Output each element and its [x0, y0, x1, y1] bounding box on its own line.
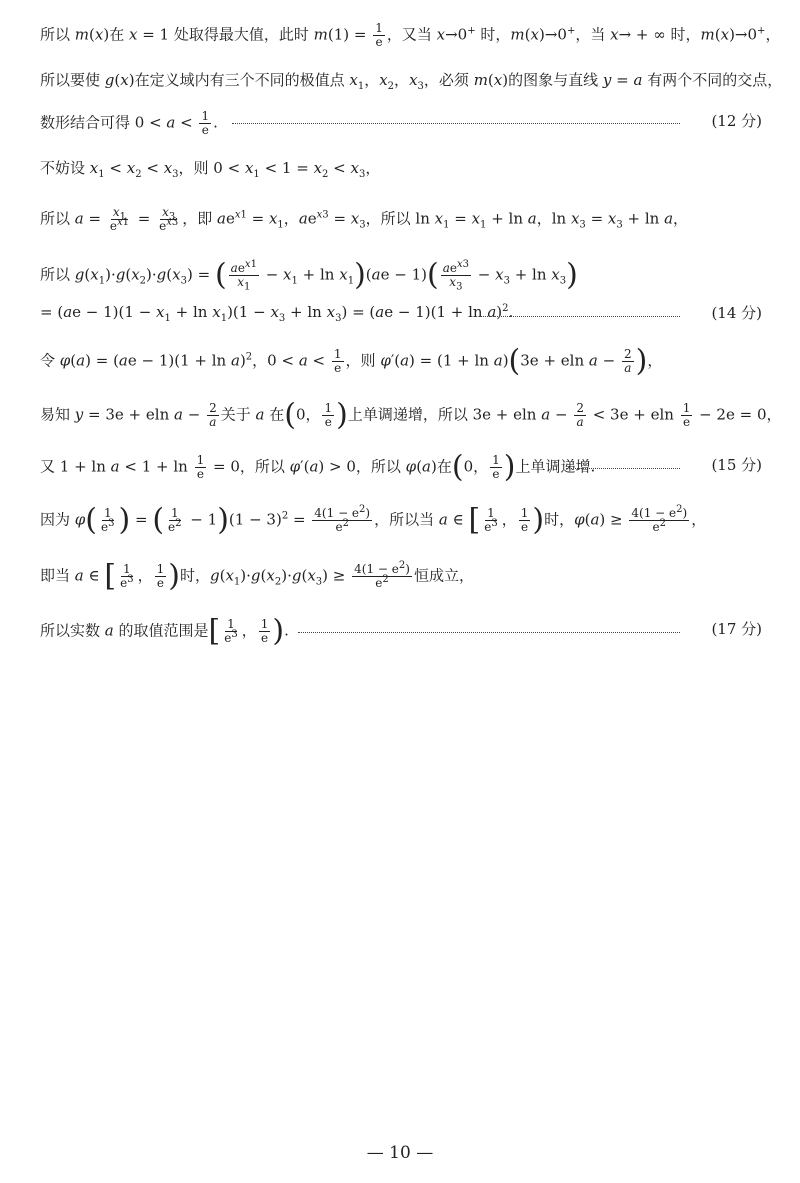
dot-leader [480, 316, 680, 317]
solution-line-2: 所以要使 g(x)在定义域内有三个不同的极值点 $x_1$，$x_2$，$x_3$，必须 m(x)的图象与直线 y = a 有两个不同的交点， [40, 71, 783, 92]
solution-line-13: 所以实数 a 的取值范围是[ $\frac{1}{e^3}$ ， $\frac{1}{e}$ ). [40, 613, 289, 649]
solution-line-8: 令 $\varphi(a) = (ae - 1)(1 + \ln a)^2$，0 < a < $\frac{1}{e}$ ，则 φ′(a) = (1 + ln a)(3e + eln a − $\frac{2}{a}$ )， [40, 343, 663, 379]
score-17: (17 分) [711, 620, 762, 638]
solution-line-10: 又 1 + ln a < 1 + ln $\frac{1}{e}$ = 0，所以 φ′(a) > 0，所以 φ(a)在(0， $\frac{1}{e}$ )上单调递增. [40, 449, 596, 485]
solution-line-9: 易知 y = 3e + eln a − $\frac{2}{a}$ 关于 a 在(0， $\frac{1}{e}$ )上单调递增，所以 3e + eln a − $\frac{2}{a}$ < 3e + eln $\frac{1}{e}$ − 2e = 0， [40, 397, 782, 433]
solution-line-3: 数形结合可得 0 < a < $\frac{1}{e}$ . [40, 109, 218, 137]
solution-line-5: 所以 a = $\frac{x_1}{e^{x1}}$ = $\frac{x_3}{e^{x3}}$ ，即 $ae^{x1} = x_1$，$ae^{x3} = x_3$，所以 $\ln x_1 = x_1 + \ln a$，$\ln x_3 = x_3 + \ln a$， [40, 205, 689, 233]
dot-leader [232, 123, 680, 124]
score-12: (12 分) [711, 112, 762, 130]
dot-leader [566, 468, 680, 469]
solution-line-11: 因为 φ( $\frac{1}{e^3}$ ) = ( $\frac{1}{e^2}$ − $1)(1 - 3)^2$ = $\frac{4(1 - e^2)}{e^2}$ ，所以当 a ∈ [ $\frac{1}{e^3}$ ， $\frac{1}{e}$ )时，φ(a) ≥ $\frac{4(1 - e^2)}{e^2}$ ， [40, 502, 707, 538]
solution-line-1: 所以 m(x)在 x = 1 处取得最大值，此时 m(1) = $\frac{1}{e}$ ，又当 x→0+ 时，m(x)→0+，当 x→ + ∞ 时，m(x)→0+， [40, 21, 781, 49]
dot-leader [298, 632, 680, 633]
solution-line-7: = $(ae - 1)(1 - x_1 + \ln x_1)(1 - x_3 + \ln x_3) = (ae - 1)(1 + \ln a)^2$. [40, 303, 514, 324]
score-15: (15 分) [711, 456, 762, 474]
solution-line-12: 即当 a ∈ [ $\frac{1}{e^3}$ ， $\frac{1}{e}$ )时，$g(x_1)\cdot g(x_2)\cdot g(x_3)$ ≥ $\frac{4(1 - e^2)}{e^2}$ 恒成立， [40, 558, 474, 594]
solution-line-6: 所以 $g(x_1)\cdot g(x_2)\cdot g(x_3)$ = ( $\frac{ae^{x1}}{x_1}$ − $x_1 + \ln x_1)(ae - 1)$( $\frac{ae^{x3}}{x_3}$ − $x_3 + \ln x_3$) [40, 257, 578, 293]
solution-line-4: 不妨设 $x_1 < x_2 < x_3$，则 $0 < x_1 < 1 = x_2 < x_3$， [40, 159, 381, 180]
page-number: — 10 — [366, 1143, 434, 1163]
score-14: (14 分) [711, 304, 762, 322]
